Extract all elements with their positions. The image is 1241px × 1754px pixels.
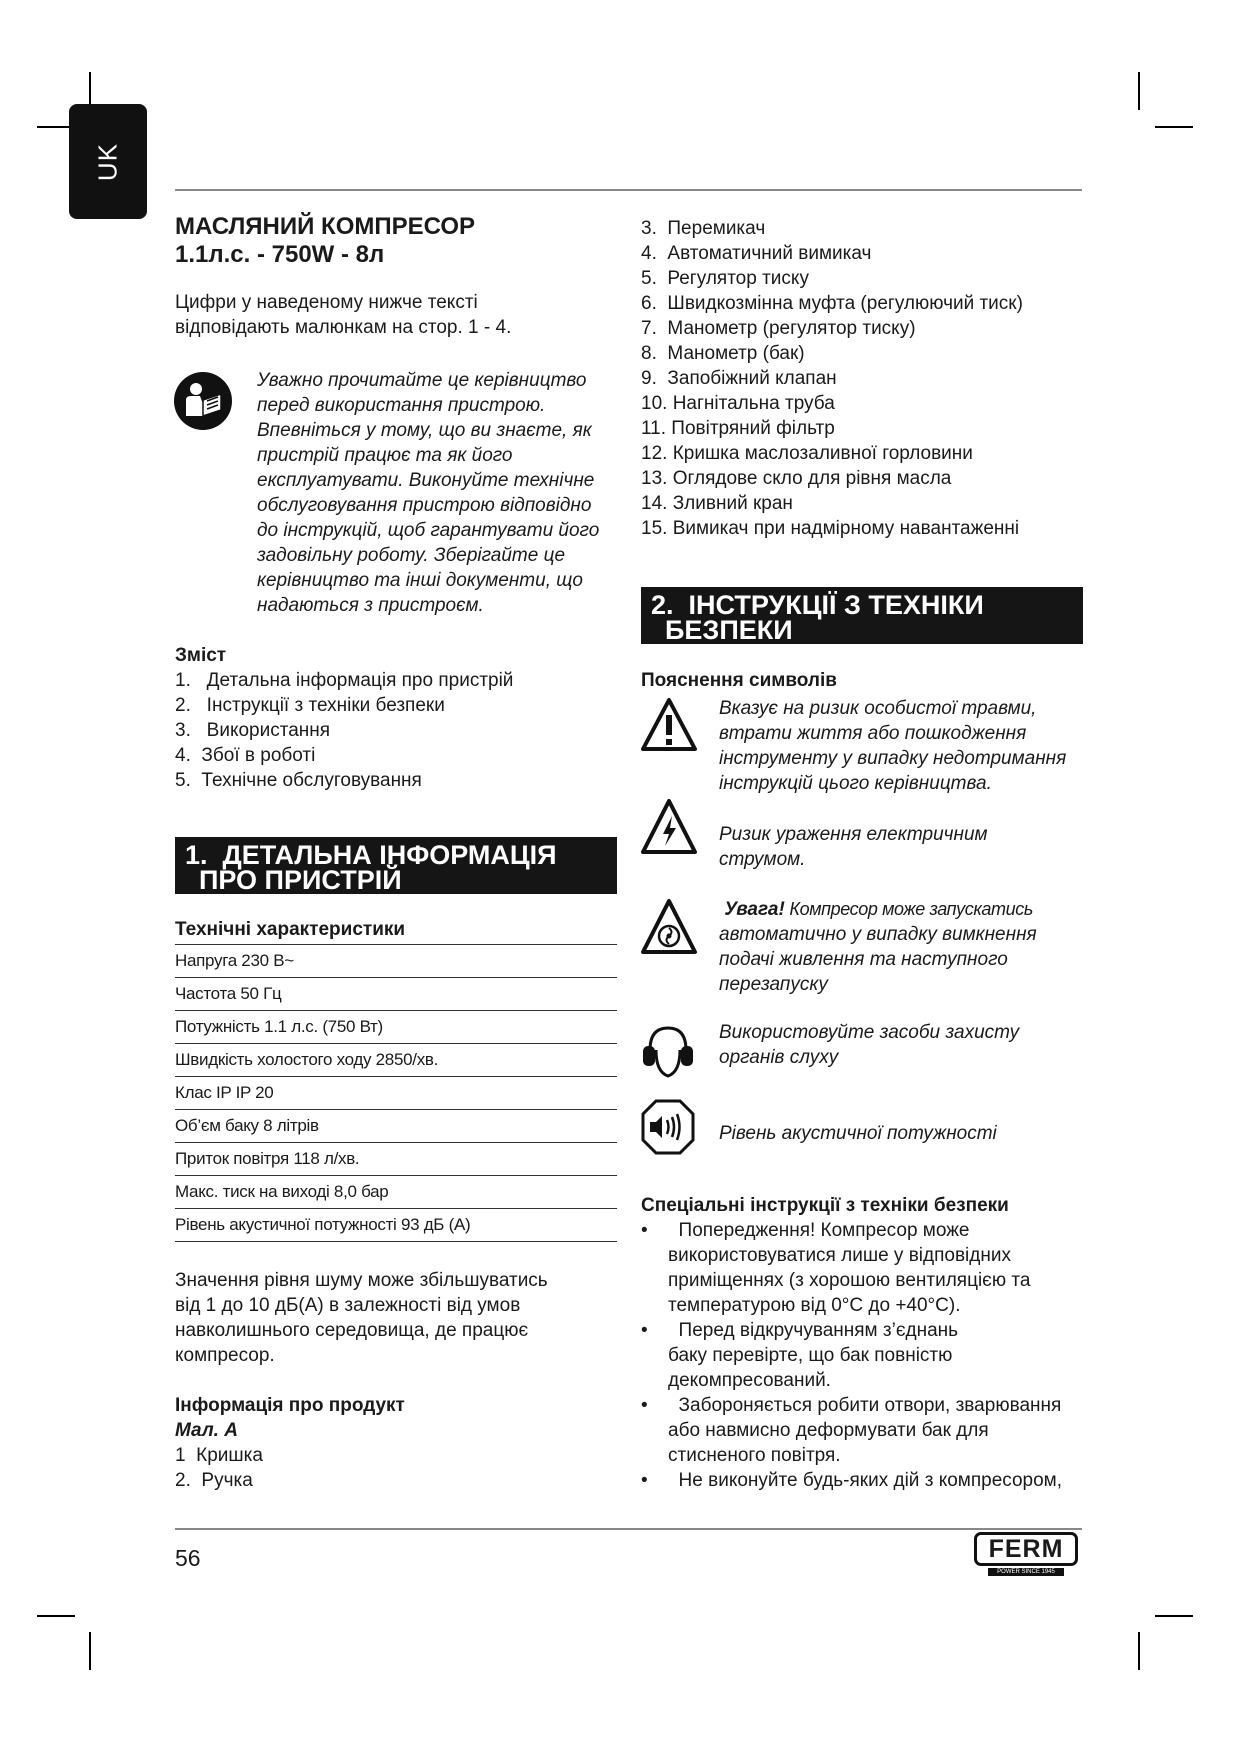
section1-heading: 1. ДЕТАЛЬНА ІНФОРМАЦІЯ ПРО ПРИСТРІЙ <box>175 837 617 894</box>
warning-icon <box>640 697 698 753</box>
figure-label: Мал. A <box>175 1420 238 1441</box>
spec-row: Рівень акустичної потужності 93 дБ (A) <box>175 1209 617 1242</box>
part-item: 8. Манометр (бак) <box>641 343 805 364</box>
part-item: 14. Зливний кран <box>641 493 793 514</box>
contents-item: 2. Інструкції з техніки безпеки <box>175 695 445 716</box>
part-item: 5. Регулятор тиску <box>641 268 809 289</box>
part-item: 11. Повітряний фільтр <box>641 418 835 439</box>
part-item: 2. Ручка <box>175 1470 253 1491</box>
part-item: 3. Перемикач <box>641 218 766 239</box>
section2-heading: 2. ІНСТРУКЦІЇ З ТЕХНІКИ БЕЗПЕКИ <box>641 587 1083 644</box>
crop-mark <box>37 1615 75 1617</box>
part-item: 7. Манометр (регулятор тиску) <box>641 318 916 339</box>
symbols-heading: Пояснення символів <box>641 670 837 691</box>
part-item: 13. Оглядове скло для рівня масла <box>641 468 952 489</box>
specs-table <box>175 944 617 1242</box>
spec-row: Клас IP IP 20 <box>175 1077 617 1110</box>
spec-row: Напруга 230 В~ <box>175 945 617 978</box>
language-tab <box>69 104 147 219</box>
part-item: 6. Швидкозмінна муфта (регулюючий тиск) <box>641 293 1023 314</box>
sound-power-text: Рівень акустичної потужності <box>719 1123 997 1144</box>
electric-text: Ризик ураження електричним струмом. <box>719 824 988 870</box>
manual-note: Уважно прочитайте це керівництво перед використання пристрою. Впевніться у тому, що ви знаєте, як пристрій працює та як його експлуатувати. Виконуйте технічне обслуговування пристрою відповідно до інструкцій, щоб гарантувати його задовільну роботу. Зберігайте це керівництво та інші документи, що надаються з пристроєм. <box>257 370 600 616</box>
contents-heading: Зміст <box>175 645 227 666</box>
noise-note: Значення рівня шуму може збільшуватись від 1 до 10 дБ(А) в залежності від умов навколишнього середовища, де працює компресор. <box>175 1270 548 1366</box>
part-item: 9. Запобіжний клапан <box>641 368 837 389</box>
crop-mark <box>1138 1632 1140 1670</box>
ferm-logo <box>974 1532 1078 1576</box>
page-number: 56 <box>175 1545 201 1571</box>
spec-row: Потужність 1.1 л.с. (750 Вт) <box>175 1011 617 1044</box>
crop-mark <box>89 1632 91 1670</box>
crop-mark <box>1138 72 1140 110</box>
part-item: 1 Кришка <box>175 1445 263 1466</box>
language-tab-label: UK <box>92 142 123 181</box>
contents-item: 4. Збої в роботі <box>175 745 316 766</box>
ear-protection-text: Використовуйте засоби захисту органів слуху <box>719 1022 1020 1068</box>
list-item: • Попередження! Компресор може використовуватися лише у відповідних приміщеннях (з хорошою вентиляцією та температурою від 0°C до +40°C). <box>641 1218 1101 1318</box>
footer-rule <box>175 1528 1082 1530</box>
auto-start-icon <box>640 898 698 956</box>
ferm-logo-text: FERM <box>974 1532 1078 1566</box>
crop-mark <box>1155 126 1193 128</box>
list-item: • Не виконуйте будь-яких дій з компресором, <box>641 1468 1101 1493</box>
spec-row: Приток повітря 118 л/хв. <box>175 1143 617 1176</box>
product-info <box>175 1393 405 1493</box>
contents-item: 3. Використання <box>175 720 331 741</box>
part-item: 4. Автоматичний вимикач <box>641 243 872 264</box>
product-info-heading: Інформація про продукт <box>175 1395 405 1416</box>
spec-row: Швидкість холостого ходу 2850/хв. <box>175 1044 617 1077</box>
ferm-logo-tagline: POWER SINCE 1945 <box>988 1568 1064 1576</box>
electric-shock-icon <box>640 798 698 856</box>
contents-item: 1. Детальна інформація про пристрій <box>175 670 514 691</box>
warning-text: Вказує на ризик особистої травми, втрати життя або пошкодження інструменту у випадку недотримання інструкцій цього керівництва. <box>719 698 1067 794</box>
auto-start-text: Увага! Компресор може запускатись автоматично у випадку вимкнення подачі живлення та наступного перезапуску <box>719 899 1037 995</box>
intro-text: Цифри у наведеному нижче тексті відповідають малюнкам на стор. 1 - 4. <box>175 292 512 338</box>
parts-list <box>641 216 1023 541</box>
header-rule <box>175 189 1082 191</box>
product-title: МАСЛЯНИЙ КОМПРЕСОР 1.1л.с. - 750W - 8л <box>175 213 476 268</box>
part-item: 15. Вимикач при надмірному навантаженні <box>641 518 1020 539</box>
list-item: • Перед відкручуванням з’єднань баку перевірте, що бак повністю декомпресований. <box>641 1318 1101 1393</box>
spec-row: Об’єм баку 8 літрів <box>175 1110 617 1143</box>
crop-mark <box>1155 1615 1193 1617</box>
contents-item: 5. Технічне обслуговування <box>175 770 422 791</box>
sound-power-icon <box>640 1098 696 1156</box>
spec-row: Макс. тиск на виході 8,0 бар <box>175 1176 617 1209</box>
contents <box>175 643 513 793</box>
read-manual-icon <box>172 370 234 432</box>
part-item: 10. Нагнітальна труба <box>641 393 835 414</box>
ear-protection-icon <box>638 1020 698 1082</box>
list-item: • Забороняється робити отвори, зварювання або навмисно деформувати бак для стисненого повітря. <box>641 1393 1101 1468</box>
specs-heading: Технічні характеристики <box>175 919 406 940</box>
special-heading: Спеціальні інструкції з техніки безпеки <box>641 1195 1009 1216</box>
part-item: 12. Кришка маслозаливної горловини <box>641 443 973 464</box>
spec-row: Частота 50 Гц <box>175 978 617 1011</box>
special-list <box>641 1218 1101 1493</box>
